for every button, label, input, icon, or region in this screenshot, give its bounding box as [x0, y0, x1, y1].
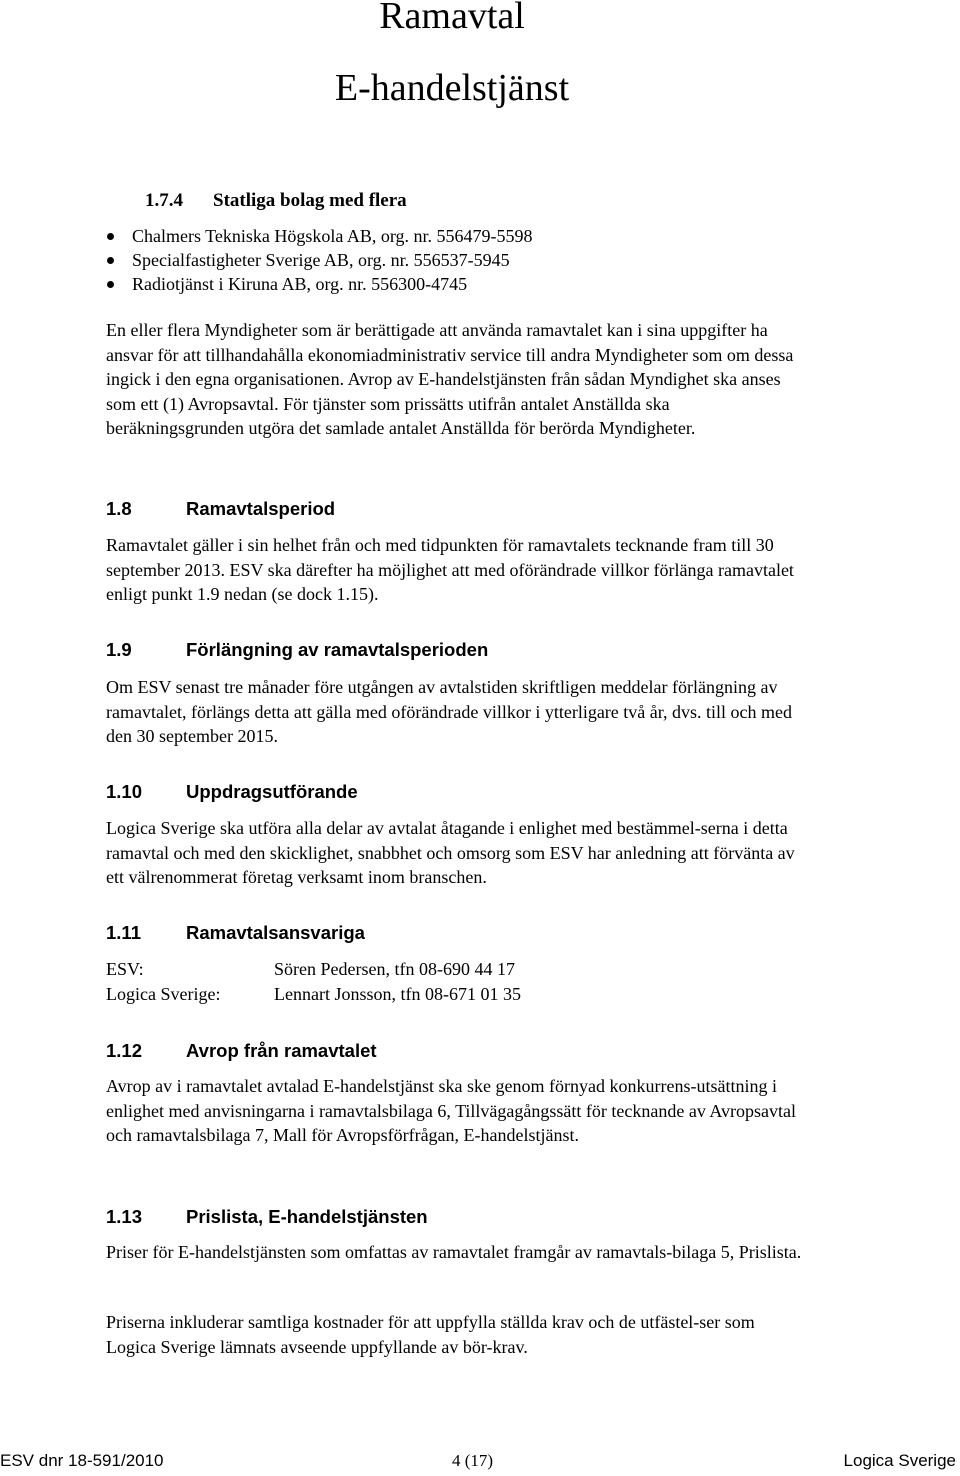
footer-company: Logica Sverige [843, 1451, 956, 1470]
heading-number: 1.9 [106, 639, 132, 660]
paragraph-1-12: Avrop av i ramavtalet avtalad E-handelstjänst ska ske genom förnyad konkurrens-utsättning i enlighet med anvisningarna i ramavtalsbilaga 6, Tillvägagångssätt för tecknande av Avropsavtal och ramavtalsbilaga 7, Mall för Avropsförfrågan, E-handelstjänst. [106, 1076, 796, 1145]
paragraph-1-9: Om ESV senast tre månader före utgången av avtalstiden skriftligen meddelar förlängning av ramavtalet, förlängs detta att gälla med oförändrade villkor i ytterligare två år, dvs. till och med den 30 september 2015. [106, 677, 793, 746]
document-subtitle: E-handelstjänst [334, 67, 570, 109]
heading-text: Förlängning av ramavtalsperioden [186, 639, 489, 660]
contact-row [106, 957, 521, 982]
contacts-table [106, 957, 521, 1007]
heading-text: Prislista, E-handelstjänsten [186, 1206, 428, 1227]
heading-1-8 [106, 497, 335, 521]
paragraph-1-13-a: Priser för E-handelstjänsten som omfattas av ramavtalet framgår av ramavtals-bilaga 5, Prislista. [106, 1242, 802, 1262]
paragraph-1-13-b: Priserna inkluderar samtliga kostnader för att uppfylla ställda krav och de utfästel-ser som Logica Sverige lämnats avseende uppfyllande av bör-krav. [106, 1312, 755, 1357]
company-list [105, 224, 533, 296]
heading-1-10 [106, 780, 358, 804]
contact-row [106, 982, 521, 1007]
list-item: Specialfastigheter Sverige AB, org. nr. 556537-5945 [105, 248, 533, 272]
bullet-icon [107, 233, 114, 240]
list-item: Radiotjänst i Kiruna AB, org. nr. 556300-4745 [105, 272, 533, 296]
bullet-icon [107, 257, 114, 264]
list-item: Chalmers Tekniska Högskola AB, org. nr. 556479-5598 [105, 224, 533, 248]
heading-1-13 [106, 1205, 428, 1229]
contact-org: Logica Sverige: [106, 984, 221, 1004]
footer-page-number: 4 (17) [452, 1451, 494, 1470]
heading-text: Avrop från ramavtalet [186, 1040, 377, 1061]
heading-1-11 [106, 921, 365, 945]
heading-text: Uppdragsutförande [186, 781, 358, 802]
heading-number: 1.7.4 [145, 190, 183, 211]
heading-1-7-4 [145, 189, 407, 213]
contact-person: Sören Pedersen, tfn 08-690 44 17 [274, 959, 515, 979]
heading-text: Ramavtalsansvariga [186, 922, 365, 943]
document-title: Ramavtal [379, 0, 525, 37]
heading-text: Ramavtalsperiod [186, 498, 336, 519]
paragraph-1-8: Ramavtalet gäller i sin helhet från och med tidpunkten för ramavtalets tecknande fram till 30 september 2013. ESV ska därefter ha möjlighet att med oförändrade villkor förlänga ramavtalet enligt punkt 1.9 nedan (se dock 1.15). [106, 535, 794, 604]
heading-1-12 [106, 1039, 377, 1063]
contact-person: Lennart Jonsson, tfn 08-671 01 35 [274, 984, 521, 1004]
heading-number: 1.10 [106, 781, 143, 802]
footer-doc-ref: ESV dnr 18-591/2010 [0, 1451, 164, 1470]
heading-number: 1.8 [106, 498, 132, 519]
heading-number: 1.12 [106, 1040, 143, 1061]
paragraph-1-10: Logica Sverige ska utföra alla delar av avtalat åtagande i enlighet med bestämmel-serna i detta ramavtal och med den skicklighet, snabbhet och omsorg som ESV har anledning att förvänta av ett välrenommerat företag verksamt inom branschen. [106, 818, 795, 887]
heading-1-9 [106, 638, 488, 662]
contact-org: ESV: [106, 959, 144, 979]
heading-number: 1.11 [106, 922, 141, 943]
heading-text: Statliga bolag med flera [213, 190, 407, 211]
bullet-icon [107, 281, 114, 288]
heading-number: 1.13 [106, 1206, 143, 1227]
paragraph-1-7-4: En eller flera Myndigheter som är berättigade att använda ramavtalet kan i sina uppgifter ha ansvar för att tillhandahålla ekonomiadministrativ service till andra Myndigheter som om dessa ingick i den egna organisationen. Avrop av E-handelstjänsten från sådan Myndighet ska anses som ett (1) Avropsavtal. För tjänster som prissätts utifrån antalet Anställda ska beräkningsgrunden utgöra det samlade antalet Anställda för berörda Myndigheter. [106, 320, 794, 438]
